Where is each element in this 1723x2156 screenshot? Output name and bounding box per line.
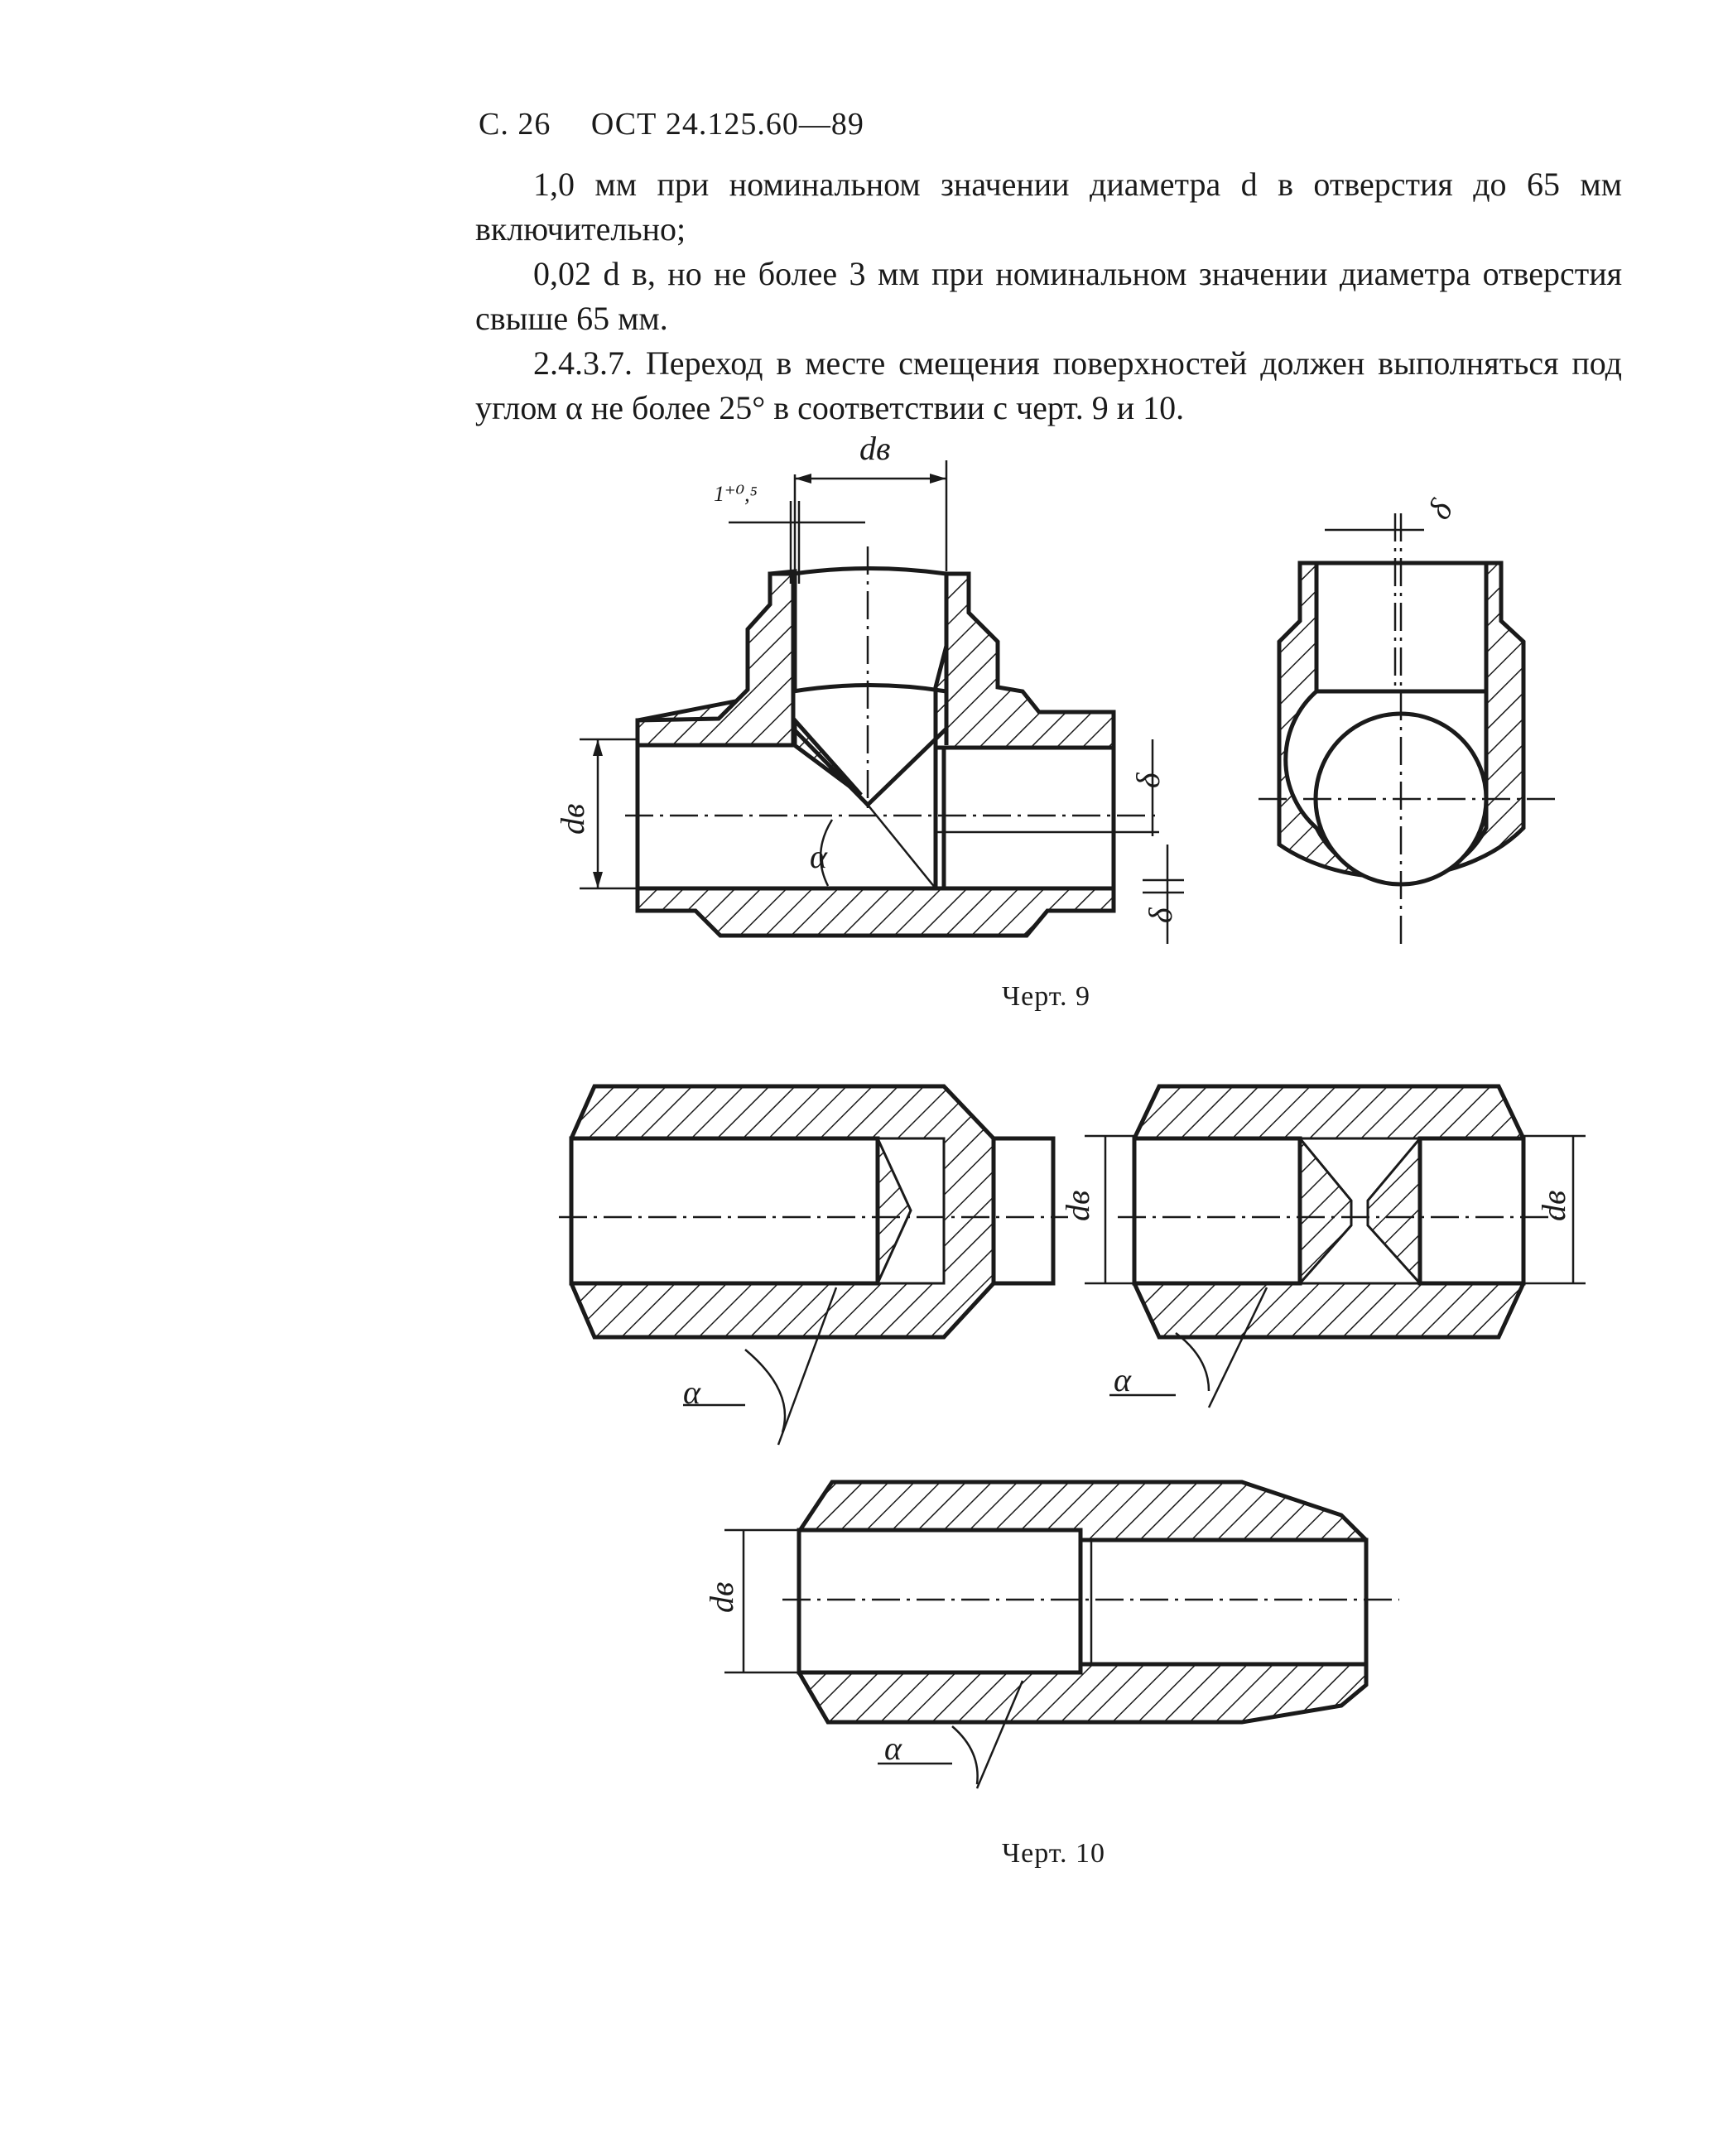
figure-10-part-b [1059, 1086, 1586, 1408]
fig9-delta-side-label: δ [1420, 493, 1461, 526]
fig10-alpha2-label: α [1114, 1361, 1131, 1398]
fig9-delta-bottom-label: δ [1142, 907, 1179, 923]
fig10-db-mid-left-label: dв [1059, 1190, 1096, 1221]
fig9-db-top-label: dв [859, 430, 891, 467]
fig10-alpha1-label: α [683, 1374, 700, 1411]
figure-9-caption: Черт. 9 [1002, 981, 1091, 1012]
fig9-db-left-label: dв [554, 803, 591, 835]
fig9-alpha-label: α [810, 838, 827, 875]
fig10-db-mid-right-label: dв [1535, 1190, 1572, 1221]
figure-9-side-view [1259, 493, 1557, 944]
paragraph: 0,02 d в, но не более 3 мм при номинальном значении диаметра отверстия свыше 65 мм. [475, 255, 1622, 337]
figure-10-caption: Черт. 10 [1002, 1838, 1106, 1869]
fig10-alpha3-label: α [884, 1730, 902, 1767]
fig9-delta-top-label: δ [1129, 772, 1167, 788]
figure-9-tee-section [554, 430, 1184, 944]
figure-10-part-a [559, 1086, 1068, 1445]
standard-number: ОСТ 24.125.60—89 [590, 107, 864, 142]
fig9-tolerance-label: 1⁺⁰,⁵ [714, 482, 758, 506]
fig10-db-bottom-label: dв [703, 1581, 740, 1613]
figure-10-part-c [703, 1482, 1399, 1788]
paragraph: 2.4.3.7. Переход в месте смещения поверхностей должен выполняться под углом α не более 25° в соответствии с черт. 9 и 10. [475, 344, 1622, 426]
page-number: С. 26 [479, 107, 551, 142]
paragraph: 1,0 мм при номинальном значении диаметра d в отверстия до 65 мм включительно; [475, 166, 1622, 248]
